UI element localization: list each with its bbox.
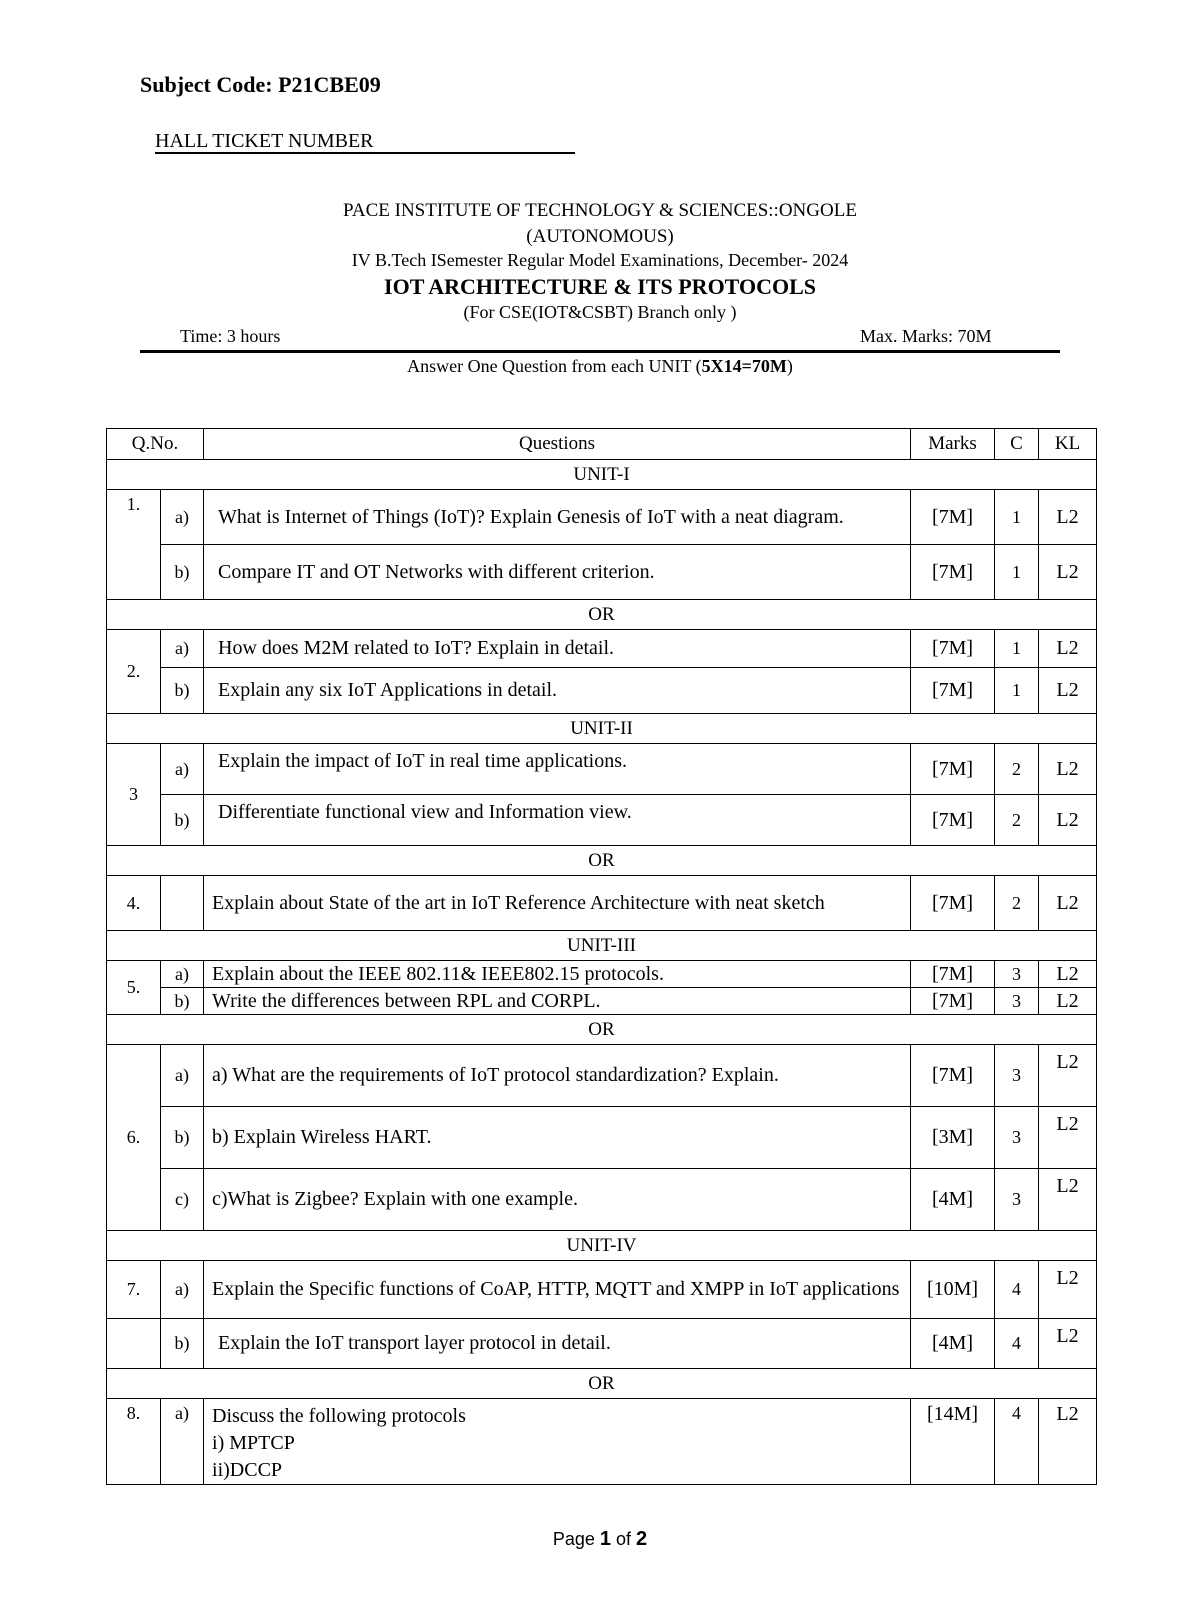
header-marks: Marks: [911, 429, 995, 460]
or-row: [107, 1369, 1097, 1399]
marks: [7M]: [911, 795, 995, 846]
kl: L2: [1039, 1399, 1097, 1485]
kl: L2: [1039, 1107, 1097, 1169]
co: 3: [995, 988, 1039, 1015]
question-text: Explain the IoT transport layer protocol in detail.: [204, 1319, 911, 1369]
kl: L2: [1039, 1319, 1097, 1369]
autonomous-label: (AUTONOMOUS): [526, 226, 674, 247]
question-text: Compare IT and OT Networks with different criterion.: [204, 545, 911, 600]
unit-row: [107, 1231, 1097, 1261]
marks: [7M]: [911, 1045, 995, 1107]
question-table: [106, 428, 1097, 1485]
table-row: [107, 545, 1097, 600]
header-divider: [140, 350, 1060, 353]
kl: L2: [1039, 1169, 1097, 1231]
instruction-marks: 5X14=70M: [701, 356, 787, 376]
co: 1: [995, 545, 1039, 600]
co: 3: [995, 1107, 1039, 1169]
co: 1: [995, 630, 1039, 668]
marks: [7M]: [911, 988, 995, 1015]
header-qno: Q.No.: [107, 429, 204, 460]
kl: L2: [1039, 961, 1097, 988]
question-number: 6.: [107, 1045, 161, 1231]
max-marks-label: Max. Marks: 70M: [860, 326, 992, 346]
question-text: What is Internet of Things (IoT)? Explain Genesis of IoT with a neat diagram.: [204, 490, 911, 545]
course-title: IOT ARCHITECTURE & ITS PROTOCOLS: [384, 274, 816, 299]
header-questions: Questions: [204, 429, 911, 460]
co: 3: [995, 1045, 1039, 1107]
co: 3: [995, 1169, 1039, 1231]
time-label: Time: 3 hours: [180, 326, 281, 346]
or-label: OR: [107, 600, 1097, 630]
marks: [7M]: [911, 668, 995, 714]
marks: [7M]: [911, 876, 995, 931]
unit-row: [107, 931, 1097, 961]
table-row: [107, 744, 1097, 795]
co: 2: [995, 795, 1039, 846]
sub-label: a): [161, 1045, 204, 1107]
kl: L2: [1039, 668, 1097, 714]
question-text: Explain about the IEEE 802.11& IEEE802.15 protocols.: [204, 961, 911, 988]
sub-label: b): [161, 1107, 204, 1169]
sub-label: a): [161, 1261, 204, 1319]
kl: L2: [1039, 744, 1097, 795]
institute-name: PACE INSTITUTE OF TECHNOLOGY & SCIENCES::ONGOLE: [343, 200, 857, 221]
or-label: OR: [107, 846, 1097, 876]
table-row: [107, 1319, 1097, 1369]
marks: [7M]: [911, 744, 995, 795]
question-number: 5.: [107, 961, 161, 1015]
table-header-row: [107, 429, 1097, 460]
subject-code: Subject Code: P21CBE09: [140, 72, 381, 97]
table-row: [107, 1169, 1097, 1231]
question-text: Explain any six IoT Applications in detail.: [204, 668, 911, 714]
table-row: [107, 668, 1097, 714]
table-row: [107, 876, 1097, 931]
table-row: [107, 1261, 1097, 1319]
exam-title: IV B.Tech ISemester Regular Model Examinations, December- 2024: [351, 250, 849, 270]
page-footer: [0, 1528, 1200, 1551]
question-text: How does M2M related to IoT? Explain in detail.: [204, 630, 911, 668]
header-kl: KL: [1039, 429, 1097, 460]
kl: L2: [1039, 490, 1097, 545]
hall-ticket-number: HALL TICKET NUMBER: [155, 130, 575, 154]
unit-1-label: UNIT-I: [107, 460, 1097, 490]
or-row: [107, 846, 1097, 876]
co: 1: [995, 490, 1039, 545]
kl: L2: [1039, 876, 1097, 931]
or-label: OR: [107, 1015, 1097, 1045]
co: 2: [995, 876, 1039, 931]
question-number-empty: [107, 1319, 161, 1369]
question-text: Explain about State of the art in IoT Reference Architecture with neat sketch: [204, 876, 911, 931]
branch-label: (For CSE(IOT&CSBT) Branch only ): [463, 302, 737, 322]
table-row: [107, 630, 1097, 668]
header-co: C: [995, 429, 1039, 460]
or-label: OR: [107, 1369, 1097, 1399]
kl: L2: [1039, 795, 1097, 846]
kl: L2: [1039, 1045, 1097, 1107]
question-text: b) Explain Wireless HART.: [204, 1107, 911, 1169]
kl: L2: [1039, 630, 1097, 668]
sub-label: b): [161, 1319, 204, 1369]
unit-3-label: UNIT-III: [107, 931, 1097, 961]
sub-label-empty: [161, 876, 204, 931]
page-number: 1: [599, 1528, 611, 1550]
unit-2-label: UNIT-II: [107, 714, 1097, 744]
sub-label: b): [161, 988, 204, 1015]
question-text: a) What are the requirements of IoT protocol standardization? Explain.: [204, 1045, 911, 1107]
question-number: 3: [107, 744, 161, 846]
instruction-suffix: ): [786, 356, 793, 376]
question-line: i) MPTCP: [212, 1432, 295, 1454]
unit-row: [107, 460, 1097, 490]
page-total: 2: [636, 1528, 648, 1550]
sub-label: a): [161, 630, 204, 668]
co: 3: [995, 961, 1039, 988]
sub-label: b): [161, 795, 204, 846]
question-number: 8.: [107, 1399, 161, 1485]
table-row: [107, 1399, 1097, 1485]
question-number: 4.: [107, 876, 161, 931]
or-row: [107, 1015, 1097, 1045]
sub-label: a): [161, 490, 204, 545]
co: 4: [995, 1319, 1039, 1369]
table-row: [107, 1045, 1097, 1107]
sub-label: b): [161, 668, 204, 714]
table-row: [107, 490, 1097, 545]
question-text: c)What is Zigbee? Explain with one example.: [204, 1169, 911, 1231]
question-text: Differentiate functional view and Information view.: [204, 795, 911, 846]
marks: [7M]: [911, 630, 995, 668]
sub-label: c): [161, 1169, 204, 1231]
question-number: 1.: [107, 490, 161, 600]
table-row: [107, 988, 1097, 1015]
kl: L2: [1039, 1261, 1097, 1319]
sub-label: a): [161, 961, 204, 988]
question-text: [204, 1399, 911, 1485]
marks: [3M]: [911, 1107, 995, 1169]
instruction: [0, 356, 1200, 377]
marks: [4M]: [911, 1319, 995, 1369]
question-text: Write the differences between RPL and CORPL.: [204, 988, 911, 1015]
co: 4: [995, 1399, 1039, 1485]
marks: [7M]: [911, 545, 995, 600]
marks: [4M]: [911, 1169, 995, 1231]
marks: [7M]: [911, 961, 995, 988]
question-text: Explain the Specific functions of CoAP, HTTP, MQTT and XMPP in IoT applications: [204, 1261, 911, 1319]
co: 1: [995, 668, 1039, 714]
table-row: [107, 795, 1097, 846]
marks: [10M]: [911, 1261, 995, 1319]
co: 4: [995, 1261, 1039, 1319]
table-row: [107, 961, 1097, 988]
kl: L2: [1039, 545, 1097, 600]
sub-label: a): [161, 744, 204, 795]
table-row: [107, 1107, 1097, 1169]
unit-4-label: UNIT-IV: [107, 1231, 1097, 1261]
question-number: 7.: [107, 1261, 161, 1319]
unit-row: [107, 714, 1097, 744]
sub-label: b): [161, 545, 204, 600]
question-number: 2.: [107, 630, 161, 714]
question-line: ii)DCCP: [212, 1459, 283, 1481]
kl: L2: [1039, 988, 1097, 1015]
marks: [7M]: [911, 490, 995, 545]
question-text: Explain the impact of IoT in real time applications.: [204, 744, 911, 795]
sub-label: a): [161, 1399, 204, 1485]
instruction-prefix: Answer One Question from each UNIT (: [407, 356, 702, 376]
or-row: [107, 600, 1097, 630]
page-word: Page: [552, 1529, 595, 1549]
of-word: of: [616, 1529, 632, 1549]
question-line: Discuss the following protocols: [212, 1405, 466, 1427]
marks: [14M]: [911, 1399, 995, 1485]
co: 2: [995, 744, 1039, 795]
